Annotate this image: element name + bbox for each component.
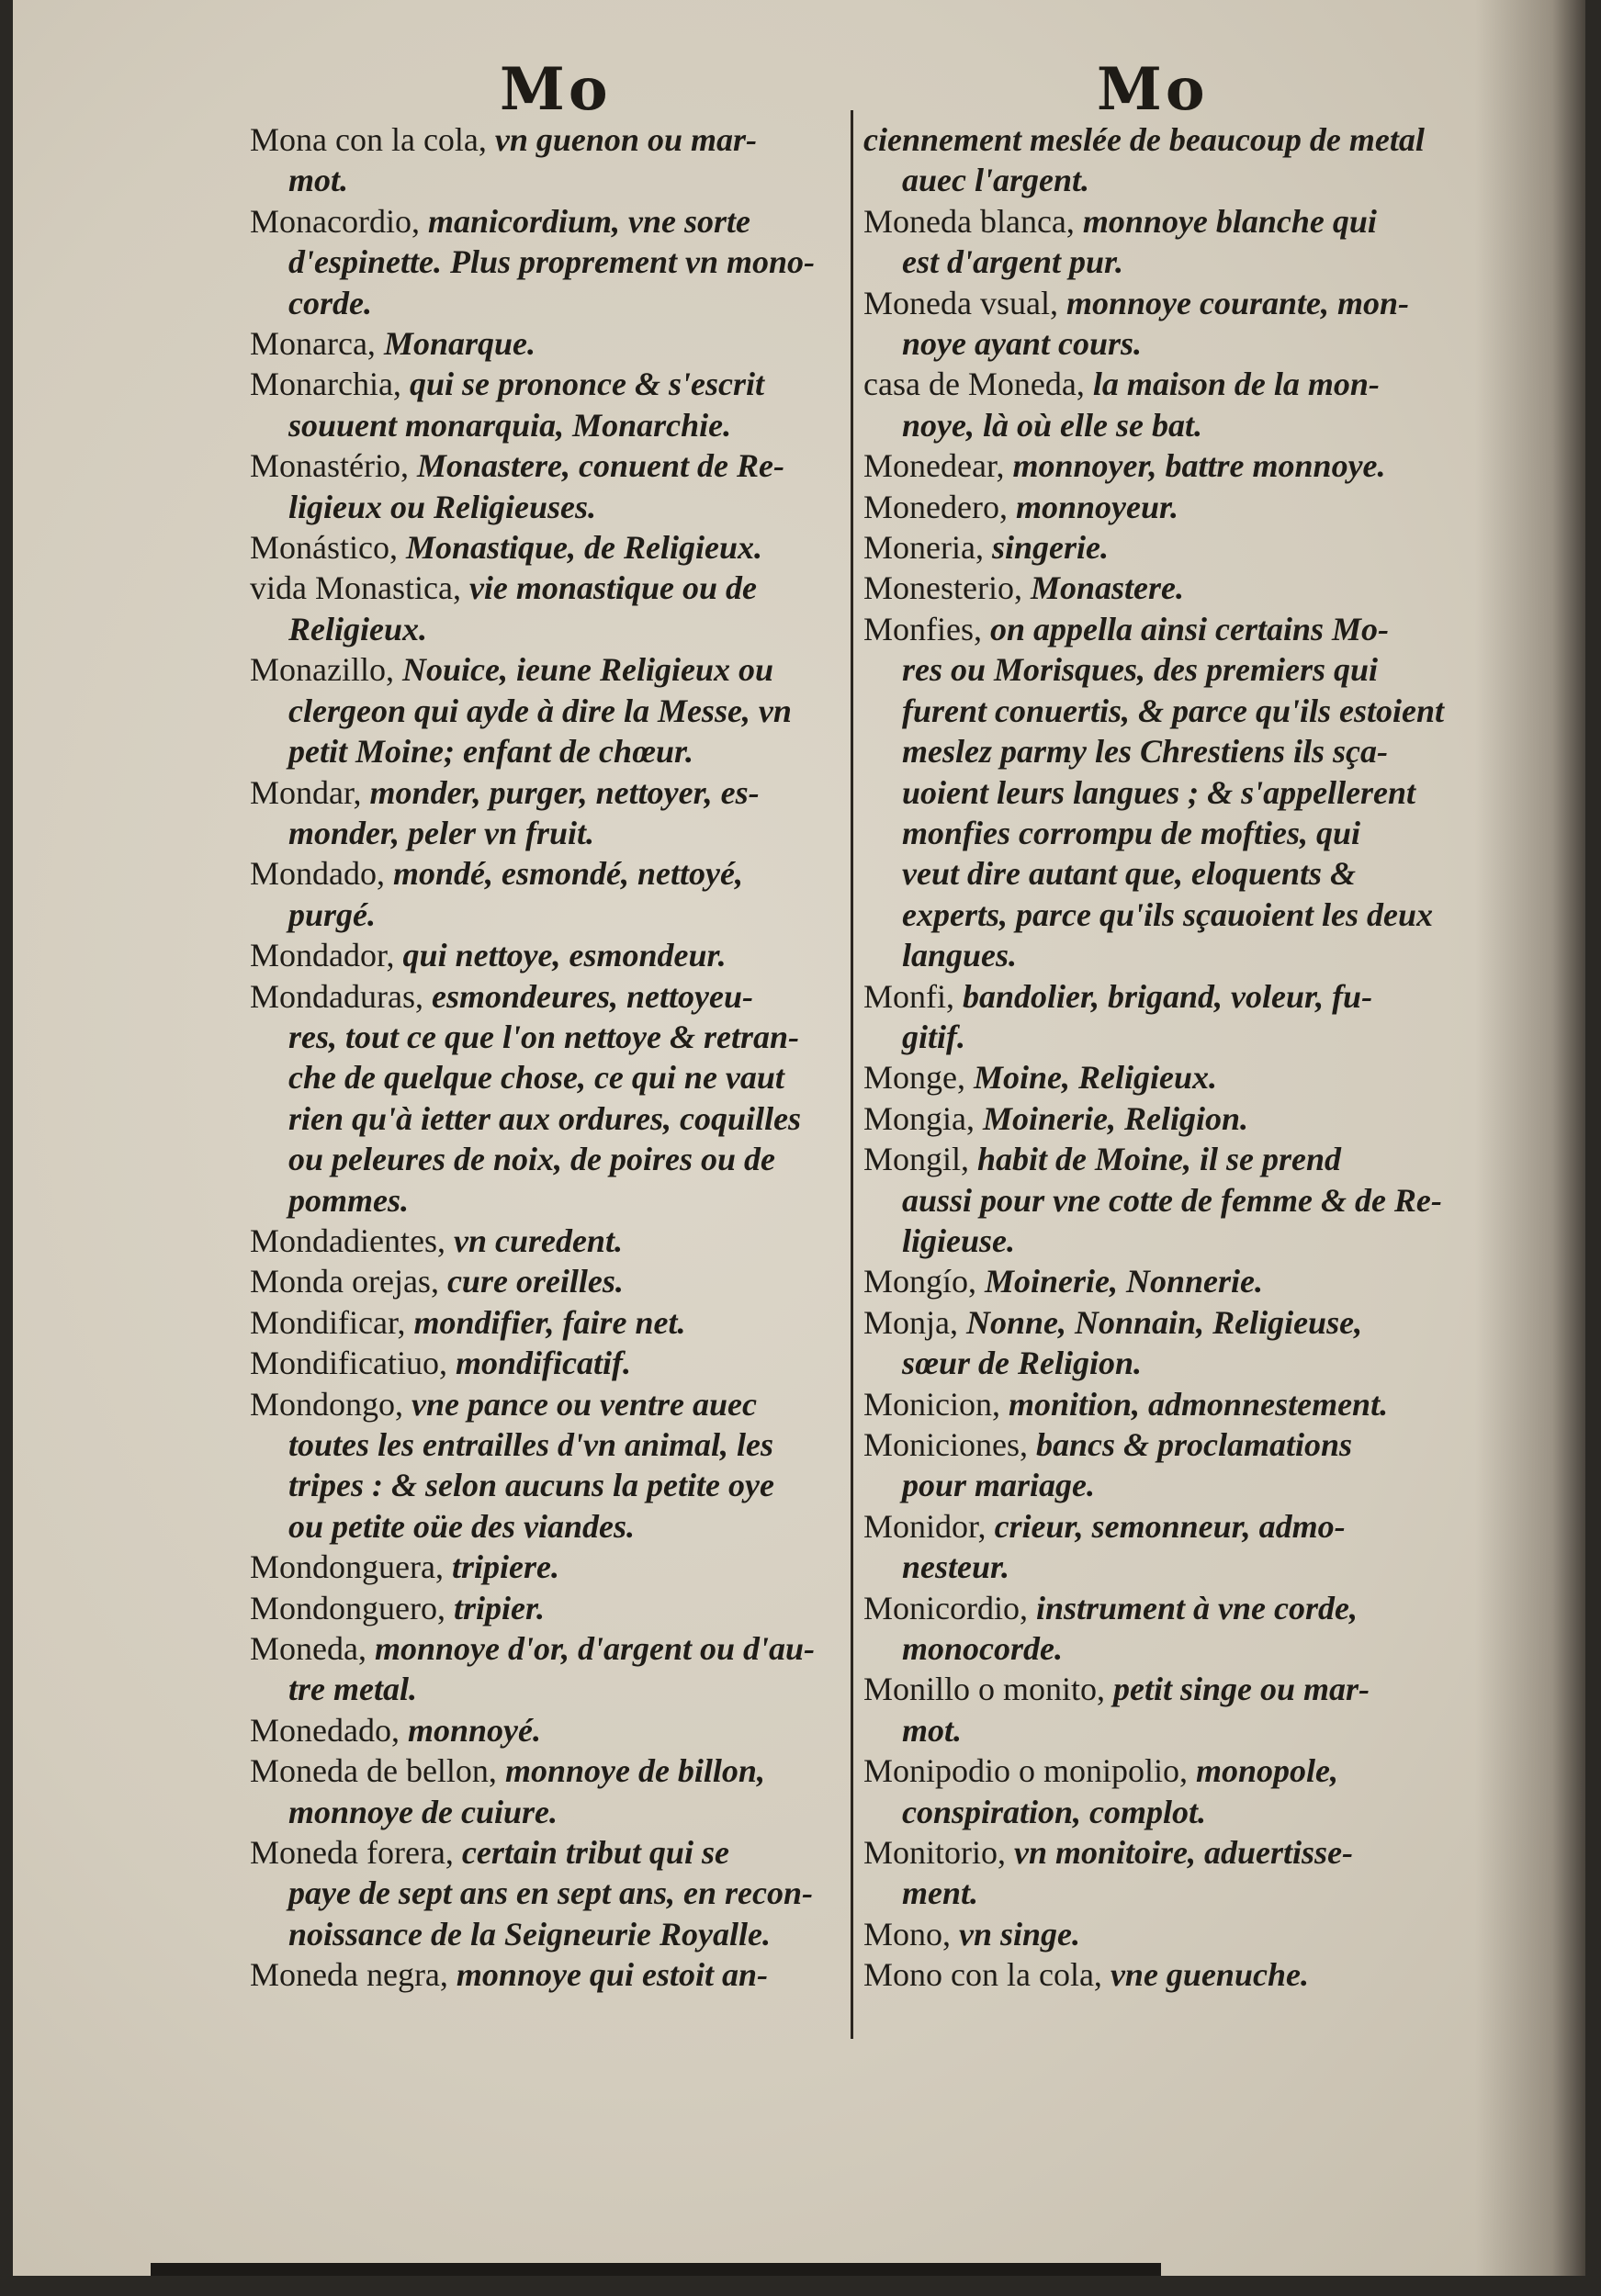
dictionary-entry — [250, 1588, 856, 1628]
entry-definition-line: monopole, — [1196, 1752, 1339, 1790]
dictionary-entry — [863, 1506, 1474, 1588]
entry-definition-line: monnoyer, battre monnoye. — [1012, 447, 1386, 485]
dictionary-entry — [250, 1750, 856, 1832]
entry-headword: Monfies, — [863, 610, 982, 647]
dictionary-entry — [863, 1098, 1474, 1139]
entry-headword: Mondificar, — [250, 1303, 406, 1341]
entry-definition-line: singerie. — [991, 529, 1109, 567]
entry-definition-line: monfies corrompu de mofties, qui — [902, 814, 1361, 851]
dictionary-entry — [250, 445, 856, 527]
entry-headword: Monastério, — [250, 447, 409, 485]
dictionary-entry — [863, 1914, 1474, 1954]
dictionary-entry — [863, 283, 1474, 365]
book-page — [13, 0, 1585, 2276]
entry-definition-line: monnoye blanche qui — [1082, 202, 1377, 240]
entry-definition-line: monder, peler vn fruit. — [288, 814, 595, 851]
entry-headword: Monillo o monito, — [863, 1671, 1106, 1708]
left-column — [250, 119, 856, 1996]
entry-definition-line: monnoyeur. — [1015, 488, 1179, 525]
entry-definition-line: manicordium, vne sorte — [427, 202, 750, 240]
entry-definition-line: souuent monarquia, Monarchie. — [288, 406, 732, 444]
entry-definition-line: meslez parmy les Chrestiens ils sça- — [902, 733, 1388, 771]
dictionary-entry — [250, 772, 856, 854]
dictionary-entry — [863, 1750, 1474, 1832]
entry-definition-line: petit Moine; enfant de chœur. — [288, 733, 694, 771]
entry-definition-line: vn curedent. — [453, 1221, 623, 1259]
entry-definition-line: habit de Moine, il se prend — [977, 1141, 1342, 1178]
entry-definition-line: ou petite oüe des viandes. — [288, 1507, 635, 1545]
entry-headword: Moneda de bellon, — [250, 1752, 497, 1790]
entry-definition-line: ou peleures de noix, de poires ou de — [288, 1141, 775, 1178]
dictionary-entry — [863, 1261, 1474, 1301]
entry-headword: vida Monastica, — [250, 569, 461, 607]
entry-definition-line: monition, admonnestement. — [1009, 1385, 1389, 1423]
entry-definition-line: corde. — [288, 284, 372, 321]
entry-headword: Monja, — [863, 1303, 958, 1341]
entry-definition-line: gitif. — [902, 1018, 965, 1055]
entry-headword: Monazillo, — [250, 651, 394, 689]
entry-definition-line: petit singe ou mar- — [1113, 1671, 1370, 1708]
entry-headword: Mondado, — [250, 855, 385, 893]
dictionary-entry — [863, 976, 1474, 1058]
entry-definition-line: cure oreilles. — [446, 1263, 624, 1300]
entry-definition-line: qui se prononce & s'escrit — [409, 366, 764, 403]
dictionary-entry — [250, 976, 856, 1221]
entry-headword: Moneda, — [250, 1630, 366, 1668]
entry-definition-line: Monastere. — [1030, 569, 1184, 607]
dictionary-entry — [250, 935, 856, 975]
entry-headword: Mondadientes, — [250, 1221, 445, 1259]
entry-headword: Mono, — [863, 1915, 952, 1953]
entry-headword: Mondonguera, — [250, 1548, 444, 1586]
entry-definition-line: sœur de Religion. — [902, 1345, 1143, 1382]
entry-definition-line: toutes les entrailles d'vn animal, les — [288, 1426, 774, 1463]
entry-headword: Monge, — [863, 1059, 965, 1097]
dictionary-entry — [863, 364, 1474, 445]
entry-definition-line: vn guenon ou mar- — [494, 121, 757, 158]
dictionary-entry — [250, 1710, 856, 1750]
page-spine-shadow — [1475, 0, 1585, 2276]
entry-headword: Moniciones, — [863, 1426, 1028, 1463]
entry-definition-line: tripes : & selon aucuns la petite oye — [288, 1467, 774, 1504]
entry-headword: Monacordio, — [250, 202, 420, 240]
entry-headword: Monarca, — [250, 325, 376, 363]
entry-definition-line: veut dire autant que, eloquents & — [902, 855, 1357, 893]
dictionary-entry — [250, 364, 856, 445]
entry-definition-line: Religieux. — [288, 610, 427, 647]
dictionary-entry — [863, 445, 1474, 486]
dictionary-entry — [863, 1832, 1474, 1914]
entry-headword: Monfi, — [863, 977, 954, 1015]
entry-definition-line: monnoye de cuiure. — [288, 1793, 558, 1830]
entry-definition-line: certain tribut qui se — [461, 1834, 729, 1872]
entry-definition-line: pommes. — [288, 1181, 409, 1219]
entry-definition-line: mondifier, faire net. — [413, 1303, 686, 1341]
entry-definition-line: bandolier, brigand, voleur, fu- — [963, 977, 1373, 1015]
entry-definition-line: d'espinette. Plus proprement vn mono- — [288, 243, 816, 281]
entry-definition-line: monnoyé. — [407, 1711, 541, 1749]
entry-headword: Mono con la cola, — [863, 1956, 1102, 1994]
dictionary-entry — [250, 649, 856, 771]
entry-headword: Mondongo, — [250, 1385, 404, 1423]
running-head-right: Mo — [1097, 55, 1209, 124]
dictionary-entry — [863, 1669, 1474, 1750]
dictionary-entry — [863, 1954, 1474, 1995]
entry-headword: Mondificatiuo, — [250, 1345, 447, 1382]
dictionary-entry — [250, 853, 856, 935]
entry-headword: Moneda blanca, — [863, 202, 1075, 240]
entry-definition-line: experts, parce qu'ils sçauoient les deux — [902, 895, 1433, 933]
entry-definition-line: monnoye qui estoit an- — [456, 1956, 768, 1994]
entry-definition-line: Moine, Religieux. — [974, 1059, 1218, 1097]
entry-definition-line: mondé, esmondé, nettoyé, — [393, 855, 743, 893]
entry-definition-line: monder, purger, nettoyer, es- — [369, 773, 760, 811]
dictionary-entry — [863, 1139, 1474, 1261]
running-head-left: Mo — [500, 55, 612, 124]
entry-headword: Monedear, — [863, 447, 1005, 485]
entry-definition-line: Moinerie, Nonnerie. — [985, 1263, 1264, 1300]
dictionary-entry — [250, 1628, 856, 1710]
entry-headword: Mongío, — [863, 1263, 977, 1300]
entry-definition-line: vie monastique ou de — [468, 569, 757, 607]
page-bottom-edge — [151, 2263, 1161, 2276]
entry-definition-line: vn monitoire, aduertisse- — [1014, 1834, 1354, 1872]
entry-definition-line: noissance de la Seigneurie Royalle. — [288, 1915, 771, 1953]
entry-definition-line: tripier. — [453, 1589, 546, 1626]
entry-definition-line: furent conuertis, & parce qu'ils estoient — [902, 692, 1445, 729]
dictionary-entry — [250, 568, 856, 649]
dictionary-entry — [863, 1424, 1474, 1506]
entry-definition-line: noye ayant cours. — [902, 325, 1142, 363]
entry-headword: Moneda negra, — [250, 1956, 448, 1994]
entry-definition-line: pour mariage. — [902, 1467, 1096, 1504]
entry-headword: Monipodio o monipolio, — [863, 1752, 1189, 1790]
dictionary-entry — [250, 201, 856, 323]
entry-definition-line: rien qu'à ietter aux ordures, coquilles — [288, 1099, 802, 1137]
entry-definition-line: est d'argent pur. — [902, 243, 1124, 281]
entry-definition-line: nesteur. — [902, 1548, 1010, 1586]
dictionary-entry — [863, 568, 1474, 608]
dictionary-entry — [863, 1302, 1474, 1384]
entry-definition-line: vne guenuche. — [1110, 1956, 1309, 1994]
entry-definition-line: mot. — [288, 162, 349, 199]
entry-definition-line: res, tout ce que l'on nettoye & retran- — [288, 1018, 799, 1055]
dictionary-entry — [250, 1302, 856, 1343]
entry-definition-line: Nonne, Nonnain, Religieuse, — [966, 1303, 1363, 1341]
entry-definition-line: bancs & proclamations — [1035, 1426, 1353, 1463]
dictionary-entry — [250, 1261, 856, 1301]
dictionary-entry — [250, 119, 856, 201]
entry-definition-line: res ou Morisques, des premiers qui — [902, 651, 1379, 689]
entry-definition-line: monnoye de billon, — [504, 1752, 765, 1790]
entry-definition-line: esmondeures, nettoyeu- — [431, 977, 753, 1015]
entry-definition-line: mot. — [902, 1711, 963, 1749]
entry-definition-line: Moinerie, Religion. — [983, 1099, 1249, 1137]
dictionary-entry — [863, 487, 1474, 527]
entry-definition-line: aussi pour vne cotte de femme & de Re- — [902, 1181, 1442, 1219]
entry-headword: Monarchia, — [250, 366, 401, 403]
dictionary-entry — [863, 201, 1474, 283]
entry-definition-line: monnoye courante, mon- — [1065, 284, 1409, 321]
entry-definition-line: che de quelque chose, ce qui ne vaut — [288, 1059, 784, 1097]
entry-definition-line: on appella ainsi certains Mo- — [990, 610, 1390, 647]
dictionary-entry — [250, 1547, 856, 1587]
entry-definition-line: ligieux ou Religieuses. — [288, 488, 597, 525]
entry-definition-line: qui nettoye, esmondeur. — [402, 937, 727, 974]
dictionary-entry — [863, 609, 1474, 976]
entry-definition-line: Monarque. — [383, 325, 536, 363]
entry-definition-line: uoient leurs langues ; & s'appellerent — [902, 773, 1416, 811]
entry-headword: Monedero, — [863, 488, 1008, 525]
entry-headword: Monda orejas, — [250, 1263, 439, 1300]
entry-headword: casa de Moneda, — [863, 366, 1085, 403]
entry-definition-line: vne pance ou ventre auec — [412, 1385, 757, 1423]
entry-definition-line: Nouice, ieune Religieux ou — [401, 651, 773, 689]
entry-headword: Mondar, — [250, 773, 362, 811]
dictionary-entry — [250, 1343, 856, 1383]
entry-headword: Mondaduras, — [250, 977, 423, 1015]
entry-headword: Mongia, — [863, 1099, 975, 1137]
entry-definition-line: ligieuse. — [902, 1221, 1015, 1259]
entry-headword: Monesterio, — [863, 569, 1022, 607]
entry-definition-line: Monastere, conuent de Re- — [416, 447, 784, 485]
entry-definition-line: ciennement meslée de beaucoup de metal — [863, 121, 1425, 158]
entry-definition-line: mondificatif. — [455, 1345, 631, 1382]
entry-headword: Mona con la cola, — [250, 121, 487, 158]
entry-definition-line: clergeon qui ayde à dire la Messe, vn — [288, 692, 792, 729]
dictionary-entry — [250, 1832, 856, 1954]
entry-definition-line: conspiration, complot. — [902, 1793, 1207, 1830]
entry-definition-line: noye, là où elle se bat. — [902, 406, 1202, 444]
entry-definition-line: la maison de la mon- — [1092, 366, 1380, 403]
right-column — [863, 119, 1474, 1996]
dictionary-entry — [250, 1221, 856, 1261]
entry-headword: Monicordio, — [863, 1589, 1028, 1626]
dictionary-entry — [250, 527, 856, 568]
entry-headword: Moneria, — [863, 529, 984, 567]
entry-definition-line: instrument à vne corde, — [1035, 1589, 1358, 1626]
entry-definition-line: vn singe. — [959, 1915, 1081, 1953]
entry-headword: Monidor, — [863, 1507, 987, 1545]
entry-definition-line: Monastique, de Religieux. — [405, 529, 763, 567]
entry-definition-line: tre metal. — [288, 1671, 417, 1708]
dictionary-entry — [863, 527, 1474, 568]
entry-headword: Moneda forera, — [250, 1834, 454, 1872]
entry-headword: Moneda vsual, — [863, 284, 1058, 321]
entry-definition-line: monocorde. — [902, 1630, 1063, 1668]
dictionary-entry — [863, 1057, 1474, 1097]
entry-definition-line: langues. — [902, 937, 1018, 974]
entry-headword: Monitorio, — [863, 1834, 1007, 1872]
dictionary-entry — [250, 1384, 856, 1548]
dictionary-entry — [863, 1588, 1474, 1670]
entry-definition-line: ment. — [902, 1874, 979, 1912]
entry-headword: Mondador, — [250, 937, 395, 974]
entry-headword: Monástico, — [250, 529, 398, 567]
entry-definition-line: purgé. — [288, 895, 377, 933]
entry-headword: Monedado, — [250, 1711, 400, 1749]
dictionary-entry — [250, 323, 856, 364]
dictionary-entry — [863, 119, 1474, 201]
entry-definition-line: auec l'argent. — [902, 162, 1089, 199]
entry-definition-line: monnoye d'or, d'argent ou d'au- — [374, 1630, 816, 1668]
dictionary-entry — [863, 1384, 1474, 1424]
entry-definition-line: crieur, semonneur, admo- — [994, 1507, 1346, 1545]
entry-definition-line: paye de sept ans en sept ans, en recon- — [288, 1874, 813, 1912]
dictionary-entry — [250, 1954, 856, 1995]
entry-headword: Monicion, — [863, 1385, 1000, 1423]
entry-headword: Mongil, — [863, 1141, 970, 1178]
entry-headword: Mondonguero, — [250, 1589, 445, 1626]
entry-definition-line: tripiere. — [451, 1548, 559, 1586]
